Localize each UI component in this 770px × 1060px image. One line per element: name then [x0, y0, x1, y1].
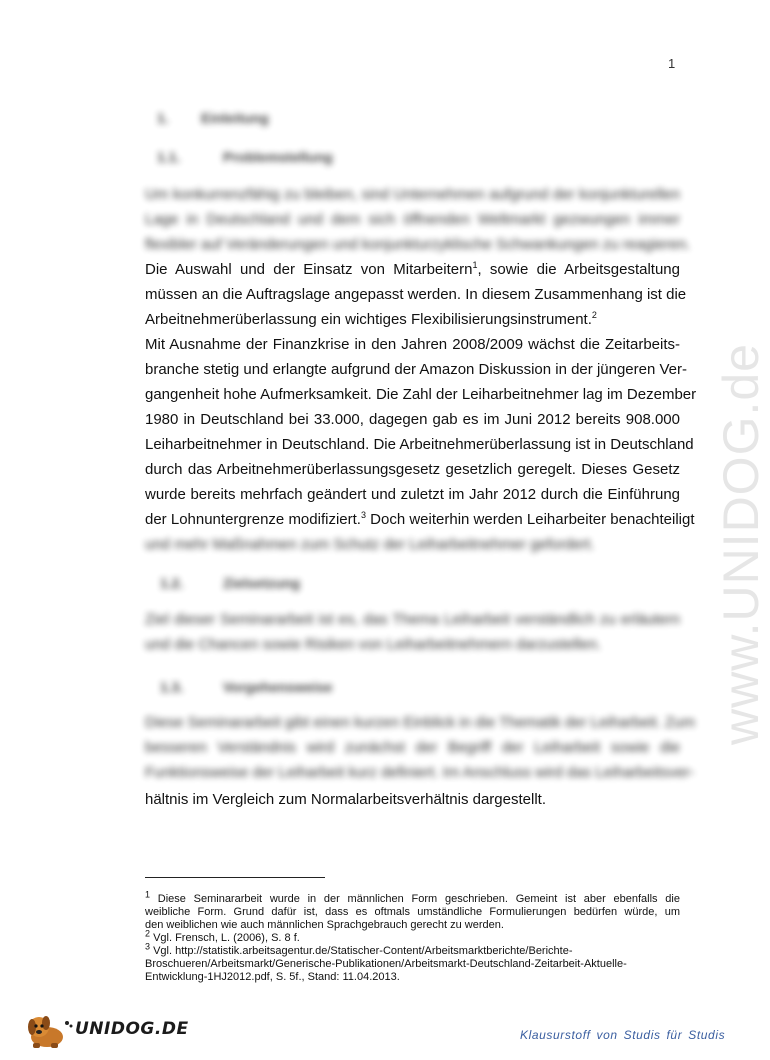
- footnote-text: Vgl. Frensch, L. (2006), S. 8 f.: [153, 932, 300, 944]
- footnotes: [145, 889, 680, 984]
- footnote-1-line: weibliche Form. Grund dafür ist, dass es oftmals umständliche Formulierungen bedürfen würde, um: [145, 906, 680, 918]
- footnote-ref: 3: [360, 510, 366, 520]
- heading-text: Einleitung: [201, 110, 269, 126]
- heading-number: 1.3.: [160, 679, 184, 695]
- text-span: der Lohnuntergrenze modifiziert.: [145, 511, 361, 528]
- paragraph-line: [145, 257, 680, 282]
- footnote-1-line: den weiblichen wie auch männlichen Sprachgebrauch gerecht zu werden.: [145, 919, 504, 931]
- text-span: Arbeitnehmerüberlassung ein wichtiges Flexibilisierungsinstrument.: [145, 311, 592, 328]
- tagline-word: Studis: [688, 1028, 726, 1042]
- paragraph-line: gangenheit hohe Aufmerksamkeit. Die Zahl der Leiharbeitnehmer lag im Dezember: [145, 386, 697, 403]
- footnote-text: Diese Seminararbeit wurde in der männlichen Form geschrieben. Gemeint ist aber ebenfalls die: [157, 893, 680, 905]
- footnote-3-line: Entwicklung-1HJ2012.pdf, S. 5f., Stand: 11.04.2013.: [145, 971, 400, 983]
- text-span: Die Auswahl und der Einsatz von Mitarbeitern: [145, 261, 473, 278]
- page-number: 1: [668, 56, 676, 71]
- text-span: Doch weiterhin werden Leiharbeiter benachteiligt: [365, 511, 695, 528]
- unidog-logo: [25, 1013, 189, 1049]
- heading-problemstellung: [157, 149, 407, 167]
- paragraph-line: und mehr Maßnahmen zum Schutz der Leiharbeitnehmer gefordert.: [145, 536, 595, 553]
- footnote-1: [145, 889, 680, 906]
- paragraph-line: [145, 307, 680, 332]
- text-span: , sowie die Arbeitsgestaltung: [477, 261, 680, 278]
- heading-number: 1.: [157, 110, 169, 126]
- footnote-number: 3: [145, 941, 151, 952]
- heading-text: Vorgehensweise: [223, 679, 333, 695]
- paragraph-line: Mit Ausnahme der Finanzkrise in den Jahren 2008/2009 wächst die Zeitarbeits-: [145, 336, 680, 353]
- paragraph-line: und die Chancen sowie Risiken von Leiharbeitnehmern darzustellen.: [145, 636, 602, 653]
- footnote-ref: 2: [591, 310, 597, 320]
- logo-text: UNIDOG.DE: [75, 1019, 189, 1039]
- heading-zielsetzung: [160, 575, 410, 593]
- footnote-text: Vgl. http://statistik.arbeitsagentur.de/Statischer-Content/Arbeitsmarktberichte/Berichte-: [153, 945, 573, 957]
- footer-tagline: [520, 1028, 727, 1042]
- footnote-3: [145, 941, 680, 958]
- paragraph-line: besseren Verständnis wird zunächst der Begriff der Leiharbeit sowie die: [145, 739, 680, 756]
- watermark: www.UNIDOG.de: [713, 343, 769, 745]
- paragraph-line: Diese Seminararbeit gibt einen kurzen Einblick in die Thematik der Leiharbeit. Zum: [145, 714, 695, 731]
- paragraph-line: Funktionsweise der Leiharbeit kurz definiert. Im Anschluss wird das Leiharbeitsver-: [145, 764, 695, 781]
- paragraph-line: Ziel dieser Seminararbeit ist es, das Thema Leiharbeit verständlich zu erläutern: [145, 611, 680, 628]
- tagline-word: von: [596, 1028, 618, 1042]
- paragraph-line: wurde bereits mehrfach geändert und zuletzt im Jahr 2012 durch die Einführung: [145, 486, 680, 503]
- heading-text: Zielsetzung: [223, 575, 301, 591]
- paragraph-line: flexibler auf Veränderungen und konjunkturzyklische Schwankungen zu reagieren.: [145, 236, 691, 253]
- tagline-word: Studis: [623, 1028, 661, 1042]
- dog-icon: [25, 1013, 73, 1049]
- paragraph-line: Um konkurrenzfähig zu bleiben, sind Unternehmen aufgrund der konjunkturellen: [145, 186, 680, 203]
- paragraph-line: 1980 in Deutschland bei 33.000, dagegen gab es im Juni 2012 bereits 908.000: [145, 411, 680, 428]
- tagline-word: Klausurstoff: [520, 1028, 591, 1042]
- footnote-number: 2: [145, 928, 151, 939]
- paragraph-line: durch das Arbeitnehmerüberlassungsgesetz gesetzlich geregelt. Dieses Gesetz: [145, 461, 680, 478]
- tagline-word: für: [666, 1028, 683, 1042]
- paragraph-line: Leiharbeitnehmer in Deutschland. Die Arbeitnehmerüberlassung ist in Deutschland: [145, 436, 694, 453]
- heading-number: 1.1.: [157, 149, 181, 165]
- paragraph-line: branche stetig und erlangte aufgrund der Amazon Diskussion in der jüngeren Ver-: [145, 361, 687, 378]
- paragraph-line: Lage in Deutschland und dem sich öffnenden Weltmarkt gezwungen immer: [145, 211, 680, 228]
- footnote-number: 1: [145, 889, 151, 900]
- footnote-ref: 1: [472, 260, 478, 270]
- footnote-3-line: Broschueren/Arbeitsmarkt/Generische-Publikationen/Arbeitsmarkt-Deutschland-Zeitarbeit-Aktuelle-: [145, 958, 627, 970]
- paragraph-line: [145, 507, 695, 532]
- paragraph-line: hältnis im Vergleich zum Normalarbeitsverhältnis dargestellt.: [145, 791, 547, 808]
- footnote-divider: [145, 877, 325, 878]
- heading-number: 1.2.: [160, 575, 184, 591]
- footnote-2: [145, 928, 680, 945]
- heading-vorgehensweise: [160, 679, 410, 697]
- paragraph-line: müssen an die Auftragslage angepasst werden. In diesem Zusammenhang ist die: [145, 286, 687, 303]
- heading-einleitung: [157, 110, 357, 128]
- heading-text: Problemstellung: [223, 149, 333, 165]
